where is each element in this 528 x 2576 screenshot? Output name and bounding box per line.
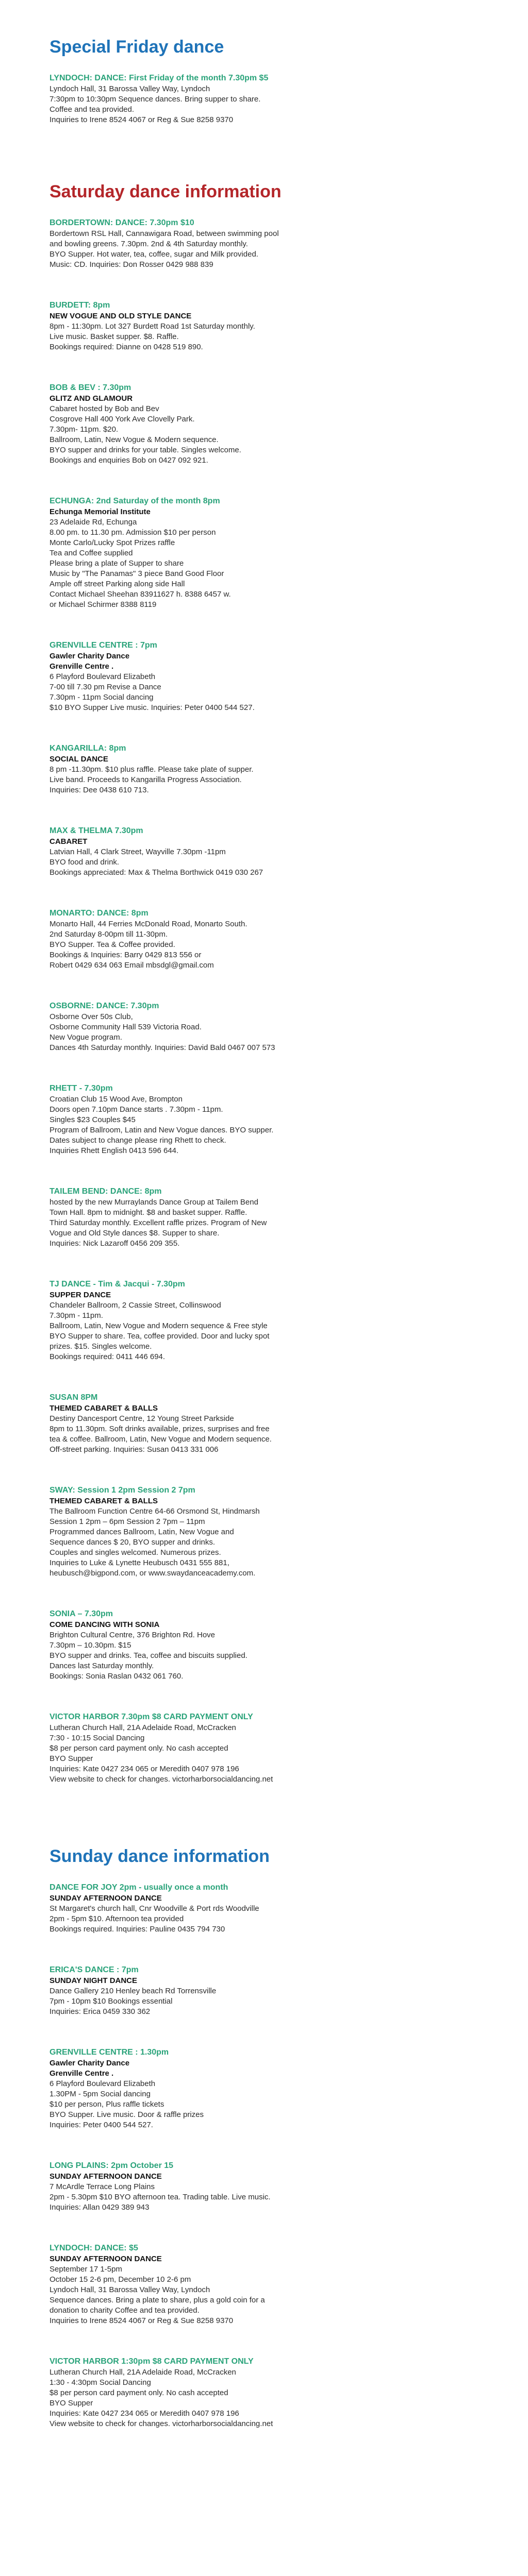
entry-detail-line: 2pm - 5.30pm $10 BYO afternoon tea. Trading table. Live music.	[50, 2193, 271, 2201]
entry-title: SWAY: Session 1 2pm Session 2 7pm	[50, 1486, 195, 1495]
entry-detail-line: 7-00 till 7.30 pm Revise a Dance	[50, 683, 161, 691]
entry-detail-line: Bookings and enquiries Bob on 0427 092 921.	[50, 456, 208, 465]
entry-detail-line: Contact Michael Sheehan 83911627 h. 8388 6457 w.	[50, 590, 231, 599]
entry-detail-line: New Vogue program.	[50, 1033, 122, 1042]
entry-detail-line: Sequence dances $ 20, BYO supper and drinks.	[50, 1538, 216, 1547]
dance-entry	[50, 1001, 462, 1053]
entry-subtitle: Grenville Centre .	[50, 662, 114, 671]
entry-detail-line: Latvian Hall, 4 Clark Street, Wayville 7.30pm -11pm	[50, 848, 226, 856]
entry-title: BORDERTOWN: DANCE: 7.30pm $10	[50, 218, 194, 227]
entry-detail-line: View website to check for changes. victorharborsocialdancing.net	[50, 2419, 273, 2428]
entry-detail-line: Music by "The Panamas" 3 piece Band Good Floor	[50, 569, 224, 578]
dance-entry	[50, 382, 462, 466]
entry-title: MONARTO: DANCE: 8pm	[50, 909, 148, 918]
entry-detail-line: Sequence dances. Bring a plate to share, plus a gold coin for a	[50, 2296, 265, 2304]
entry-detail-line: Live band. Proceeds to Kangarilla Progress Association.	[50, 775, 242, 784]
entry-detail-line: Town Hall. 8pm to midnight. $8 and basket supper. Raffle.	[50, 1208, 248, 1217]
entry-detail-line: Bookings: Sonia Raslan 0432 061 760.	[50, 1672, 184, 1681]
entry-subtitle: Gawler Charity Dance	[50, 652, 130, 660]
entry-detail-line: BYO Supper. Hot water, tea, coffee, sugar and Milk provided.	[50, 250, 258, 259]
entry-detail-line: Programmed dances Ballroom, Latin, New Vogue and	[50, 1528, 234, 1536]
entry-detail-line: The Ballroom Function Centre 64-66 Orsmond St, Hindmarsh	[50, 1507, 260, 1516]
entry-detail-line: Dates subject to change please ring Rhett to check.	[50, 1136, 226, 1145]
entry-detail-line: Bookings & Inquiries: Barry 0429 813 556 or	[50, 951, 202, 959]
entry-detail-line: Dances 4th Saturday monthly. Inquiries: David Bald 0467 007 573	[50, 1043, 275, 1052]
entry-title: ECHUNGA: 2nd Saturday of the month 8pm	[50, 497, 220, 505]
entry-detail-line: 7:30pm to 10:30pm Sequence dances. Bring supper to share.	[50, 95, 261, 104]
entry-detail-line: Destiny Dancesport Centre, 12 Young Street Parkside	[50, 1414, 234, 1423]
entry-detail-line: BYO supper and drinks. Tea, coffee and biscuits supplied.	[50, 1651, 248, 1660]
entry-subtitle: Grenville Centre .	[50, 2069, 114, 2078]
entry-title: RHETT - 7.30pm	[50, 1084, 113, 1093]
entry-subtitle: Gawler Charity Dance	[50, 2059, 130, 2067]
entry-detail-line: 6 Playford Boulevard Elizabeth	[50, 672, 156, 681]
dance-entry	[50, 640, 462, 713]
entry-detail-line: 7:30 - 10:15 Social Dancing	[50, 1734, 145, 1742]
entry-title: TAILEM BEND: DANCE: 8pm	[50, 1187, 162, 1196]
entry-detail-line: 2pm - 5pm $10. Afternoon tea provided	[50, 1914, 184, 1923]
entry-subtitle: SUNDAY NIGHT DANCE	[50, 1976, 138, 1985]
entry-detail-line: tea & coffee. Ballroom, Latin, New Vogue and Modern sequence.	[50, 1435, 272, 1444]
dance-listings-page	[0, 37, 462, 2429]
entry-detail-line: Singles $23 Couples $45	[50, 1115, 136, 1124]
entry-detail-line: and bowling greens. 7.30pm. 2nd & 4th Saturday monthly.	[50, 240, 248, 248]
entry-detail-line: Cabaret hosted by Bob and Bev	[50, 404, 159, 413]
entry-detail-line: Bookings required: Dianne on 0428 519 890.	[50, 343, 203, 351]
entry-detail-line: September 17 1-5pm	[50, 2265, 122, 2274]
entry-detail-line: $8 per person card payment only. No cash accepted	[50, 2388, 228, 2397]
dance-entry	[50, 1711, 462, 1785]
entry-detail-line: Brighton Cultural Centre, 376 Brighton Rd. Hove	[50, 1631, 216, 1639]
entry-detail-line: Vogue and Old Style dances $8. Supper to share.	[50, 1229, 220, 1238]
entry-detail-line: Doors open 7.10pm Dance starts . 7.30pm - 11pm.	[50, 1105, 223, 1114]
fri-dance-section	[50, 37, 462, 125]
entry-detail-line: Lutheran Church Hall, 21A Adelaide Road, McCracken	[50, 1723, 236, 1732]
entry-title: BURDETT: 8pm	[50, 301, 110, 310]
entry-title: GRENVILLE CENTRE : 7pm	[50, 641, 157, 650]
entry-title: GRENVILLE CENTRE : 1.30pm	[50, 2048, 169, 2057]
entry-detail-line: October 15 2-6 pm, December 10 2-6 pm	[50, 2275, 191, 2284]
entry-detail-line: hosted by the new Murraylands Dance Group at Tailem Bend	[50, 1198, 258, 1207]
entry-detail-line: Coffee and tea provided.	[50, 105, 135, 114]
entry-detail-line: BYO Supper to share. Tea, coffee provided. Door and lucky spot	[50, 1332, 270, 1341]
entry-detail-line: 7.30pm – 10.30pm. $15	[50, 1641, 131, 1650]
dance-entry	[50, 1608, 462, 1682]
sun-dance-section	[50, 1846, 462, 2429]
dance-entry	[50, 1279, 462, 1362]
dance-entry	[50, 1882, 462, 1935]
entry-title: TJ DANCE - Tim & Jacqui - 7.30pm	[50, 1280, 185, 1289]
entry-detail-line: Off-street parking. Inquiries: Susan 0413 331 006	[50, 1445, 219, 1454]
dance-entry	[50, 1083, 462, 1156]
entry-detail-line: BYO Supper	[50, 1754, 93, 1763]
entry-title: LONG PLAINS: 2pm October 15	[50, 2161, 174, 2170]
entry-detail-line: Live music. Basket supper. $8. Raffle.	[50, 332, 179, 341]
entry-detail-line: 8pm to 11.30pm. Soft drinks available, prizes, surprises and free	[50, 1425, 270, 1433]
dance-entry	[50, 217, 462, 270]
dance-entry	[50, 743, 462, 795]
entry-detail-line: 8.00 pm. to 11.30 pm. Admission $10 per person	[50, 528, 216, 537]
entry-detail-line: Croatian Club 15 Wood Ave, Brompton	[50, 1095, 183, 1104]
entry-detail-line: Inquiries Rhett English 0413 596 644.	[50, 1146, 179, 1155]
entry-title: ERICA'S DANCE : 7pm	[50, 1965, 139, 1974]
entry-detail-line: BYO supper and drinks for your table. Singles welcome.	[50, 446, 241, 454]
entry-title: LYNDOCH: DANCE: $5	[50, 2244, 138, 2252]
entry-detail-line: Ample off street Parking along side Hall	[50, 580, 185, 588]
entry-detail-line: Osborne Over 50s Club,	[50, 1012, 133, 1021]
entry-subtitle: SUPPER DANCE	[50, 1291, 111, 1299]
entry-detail-line: prizes. $15. Singles welcome.	[50, 1342, 152, 1351]
entry-detail-line: Session 1 2pm – 6pm Session 2 7pm – 11pm	[50, 1517, 205, 1526]
entry-detail-line: Please bring a plate of Supper to share	[50, 559, 184, 568]
entry-subtitle: THEMED CABARET & BALLS	[50, 1404, 158, 1413]
entry-detail-line: Lyndoch Hall, 31 Barossa Valley Way, Lyndoch	[50, 84, 210, 93]
entry-detail-line: Dances last Saturday monthly.	[50, 1662, 154, 1670]
entry-detail-line: $10 per person, Plus raffle tickets	[50, 2100, 164, 2109]
dance-entry	[50, 2047, 462, 2130]
entry-detail-line: 1.30PM - 5pm Social dancing	[50, 2090, 151, 2098]
entry-detail-line: 7.30pm - 11pm.	[50, 1311, 103, 1320]
entry-subtitle: NEW VOGUE AND OLD STYLE DANCE	[50, 312, 192, 320]
dance-entry	[50, 825, 462, 878]
entry-detail-line: heubusch@bigpond.com, or www.swaydanceacademy.com.	[50, 1569, 256, 1578]
entry-detail-line: donation to charity Coffee and tea provided.	[50, 2306, 200, 2315]
entry-detail-line: 8 pm -11.30pm. $10 plus raffle. Please take plate of supper.	[50, 765, 254, 774]
entry-detail-line: Third Saturday monthly. Excellent raffle prizes. Program of New	[50, 1218, 267, 1227]
entry-detail-line: Inquiries to Irene 8524 4067 or Reg & Sue 8258 9370	[50, 115, 234, 124]
entry-detail-line: Ballroom, Latin, New Vogue & Modern sequence.	[50, 435, 219, 444]
entry-detail-line: Dance Gallery 210 Henley beach Rd Torrensville	[50, 1987, 217, 1995]
entry-title: SONIA – 7.30pm	[50, 1609, 113, 1618]
section-heading: Sunday dance information	[50, 1846, 270, 1866]
entry-detail-line: Inquiries: Nick Lazaroff 0456 209 355.	[50, 1239, 180, 1248]
entry-subtitle: GLITZ AND GLAMOUR	[50, 394, 133, 403]
sat-dance-section	[50, 182, 462, 1785]
entry-title: KANGARILLA: 8pm	[50, 744, 126, 753]
entry-title: VICTOR HARBOR 7.30pm $8 CARD PAYMENT ONLY	[50, 1713, 253, 1721]
dance-entry	[50, 1186, 462, 1249]
dance-entry	[50, 2160, 462, 2213]
entry-detail-line: Cosgrove Hall 400 York Ave Clovelly Park.	[50, 415, 195, 423]
entry-subtitle: SUNDAY AFTERNOON DANCE	[50, 1894, 162, 1903]
entry-detail-line: BYO food and drink.	[50, 858, 120, 867]
entry-detail-line: 7pm - 10pm $10 Bookings essential	[50, 1997, 173, 2006]
entry-detail-line: Inquiries: Allan 0429 389 943	[50, 2203, 150, 2212]
entry-subtitle: COME DANCING WITH SONIA	[50, 1620, 160, 1629]
entry-detail-line: 1:30 - 4:30pm Social Dancing	[50, 2378, 151, 2387]
entry-detail-line: BYO Supper. Tea & Coffee provided.	[50, 940, 175, 949]
entry-detail-line: Robert 0429 634 063 Email mbsdgl@gmail.com	[50, 961, 214, 970]
section-heading: Saturday dance information	[50, 182, 282, 201]
entry-detail-line: Lyndoch Hall, 31 Barossa Valley Way, Lyndoch	[50, 2285, 210, 2294]
entry-detail-line: Inquiries: Peter 0400 544 527.	[50, 2121, 153, 2129]
entry-detail-line: Ballroom, Latin, New Vogue and Modern sequence & Free style	[50, 1321, 268, 1330]
entry-detail-line: Tea and Coffee supplied	[50, 549, 133, 557]
dance-entry	[50, 2243, 462, 2326]
entry-detail-line: 6 Playford Boulevard Elizabeth	[50, 2079, 156, 2088]
entry-detail-line: Inquiries to Luke & Lynette Heubusch 0431 555 881,	[50, 1558, 229, 1567]
dance-entry	[50, 73, 462, 125]
entry-detail-line: Couples and singles welcomed. Numerous prizes.	[50, 1548, 221, 1557]
entry-title: OSBORNE: DANCE: 7.30pm	[50, 1002, 159, 1010]
entry-subtitle: SOCIAL DANCE	[50, 755, 108, 764]
entry-detail-line: Bookings appreciated: Max & Thelma Borthwick 0419 030 267	[50, 868, 263, 877]
entry-detail-line: 7.30pm- 11pm. $20.	[50, 425, 119, 434]
entry-detail-line: St Margaret's church hall, Cnr Woodville & Port rds Woodville	[50, 1904, 259, 1913]
section-heading: Special Friday dance	[50, 37, 224, 57]
entry-detail-line: Bookings required: 0411 446 694.	[50, 1352, 166, 1361]
entry-detail-line: 7 McArdle Terrace Long Plains	[50, 2182, 155, 2191]
dance-entry	[50, 1964, 462, 2017]
entry-title: MAX & THELMA 7.30pm	[50, 826, 143, 835]
entry-subtitle: Echunga Memorial Institute	[50, 507, 151, 516]
dance-entry	[50, 300, 462, 352]
entry-detail-line: Bordertown RSL Hall, Cannawigara Road, between swimming pool	[50, 229, 279, 238]
entry-detail-line: 23 Adelaide Rd, Echunga	[50, 518, 137, 527]
entry-title: VICTOR HARBOR 1:30pm $8 CARD PAYMENT ONLY	[50, 2357, 254, 2366]
entry-detail-line: Lutheran Church Hall, 21A Adelaide Road, McCracken	[50, 2368, 236, 2377]
entry-detail-line: BYO Supper. Live music. Door & raffle prizes	[50, 2110, 204, 2119]
entry-detail-line: 7.30pm - 11pm Social dancing	[50, 693, 154, 702]
dance-entry	[50, 496, 462, 610]
entry-subtitle: SUNDAY AFTERNOON DANCE	[50, 2172, 162, 2181]
entry-detail-line: Music: CD. Inquiries: Don Rosser 0429 988 839	[50, 260, 213, 269]
dance-entry	[50, 1392, 462, 1455]
entry-detail-line: 2nd Saturday 8-00pm till 11-30pm.	[50, 930, 168, 939]
entry-detail-line: BYO Supper	[50, 2399, 93, 2408]
entry-detail-line: Inquiries: Kate 0427 234 065 or Meredith 0407 978 196	[50, 2409, 239, 2418]
entry-subtitle: THEMED CABARET & BALLS	[50, 1497, 158, 1505]
entry-detail-line: 8pm - 11:30pm. Lot 327 Burdett Road 1st Saturday monthly.	[50, 322, 255, 331]
dance-entry	[50, 2356, 462, 2429]
entry-detail-line: Osborne Community Hall 539 Victoria Road.	[50, 1023, 202, 1031]
entry-detail-line: Inquiries to Irene 8524 4067 or Reg & Sue 8258 9370	[50, 2316, 234, 2325]
dance-entry	[50, 908, 462, 971]
entry-title: SUSAN 8PM	[50, 1393, 98, 1402]
entry-detail-line: Bookings required. Inquiries: Pauline 0435 794 730	[50, 1925, 225, 1934]
entry-title: LYNDOCH: DANCE: First Friday of the month 7.30pm $5	[50, 74, 269, 82]
entry-detail-line: Inquiries: Erica 0459 330 362	[50, 2007, 151, 2016]
entry-detail-line: or Michael Schirmer 8388 8119	[50, 600, 157, 609]
entry-detail-line: Monarto Hall, 44 Ferries McDonald Road, Monarto South.	[50, 920, 248, 928]
entry-detail-line: View website to check for changes. victorharborsocialdancing.net	[50, 1775, 273, 1784]
entry-detail-line: Program of Ballroom, Latin and New Vogue dances. BYO supper.	[50, 1126, 274, 1134]
entry-title: DANCE FOR JOY 2pm - usually once a month	[50, 1883, 228, 1892]
entry-detail-line: Inquiries: Dee 0438 610 713.	[50, 786, 149, 794]
dance-entry	[50, 1485, 462, 1579]
entry-subtitle: SUNDAY AFTERNOON DANCE	[50, 2255, 162, 2263]
entry-subtitle: CABARET	[50, 837, 88, 846]
entry-detail-line: $8 per person card payment only. No cash accepted	[50, 1744, 228, 1753]
entry-title: BOB & BEV : 7.30pm	[50, 383, 131, 392]
entry-detail-line: $10 BYO Supper Live music. Inquiries: Peter 0400 544 527.	[50, 703, 255, 712]
entry-detail-line: Monte Carlo/Lucky Spot Prizes raffle	[50, 538, 175, 547]
entry-detail-line: Chandeler Ballroom, 2 Cassie Street, Collinswood	[50, 1301, 221, 1310]
entry-detail-line: Inquiries: Kate 0427 234 065 or Meredith 0407 978 196	[50, 1765, 239, 1773]
